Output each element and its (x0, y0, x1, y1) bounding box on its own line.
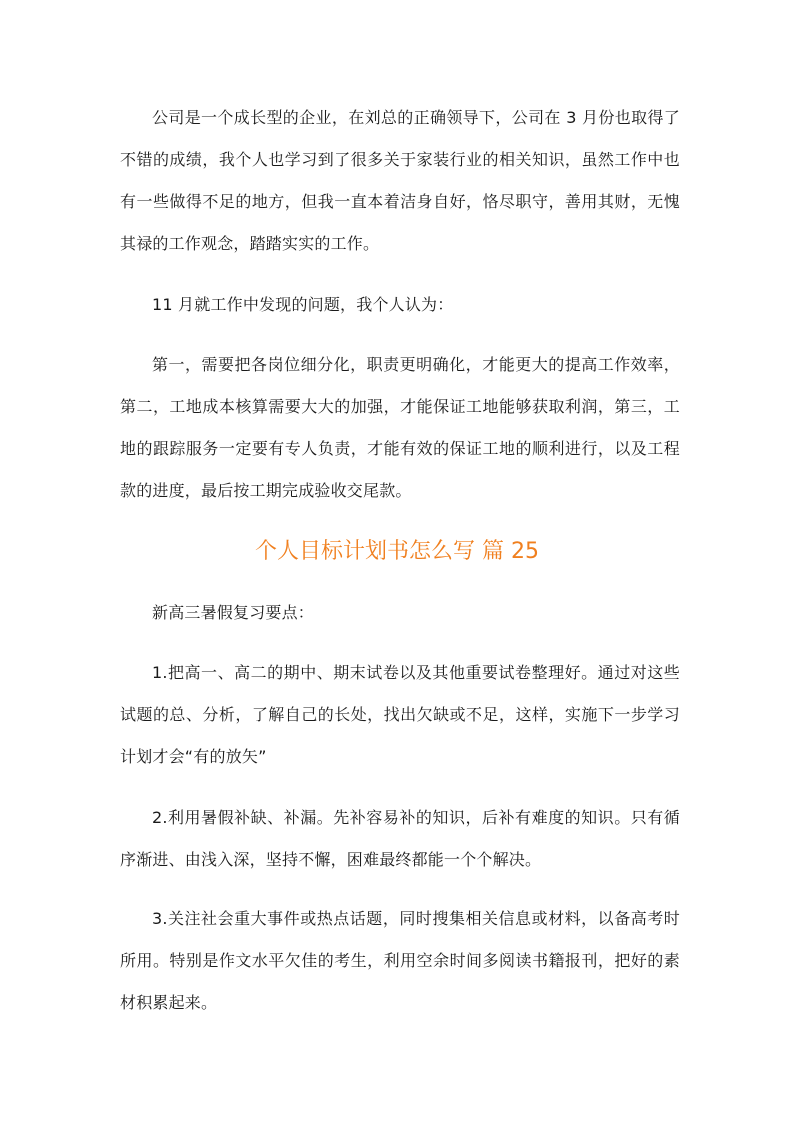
section-heading: 个人目标计划书怎么写 篇 25 (255, 539, 539, 564)
paragraph-review-intro: 新高三暑假复习要点： (152, 603, 315, 622)
paragraph-company-growth: 公司是一个成长型的企业，在刘总的正确领导下，公司在 3 月份也取得了不错的成绩，我个人也学习到了很多关于家装行业的相关知识，虽然工作中也有一些做得不足的地方，但我一直本着洁身自好，恪尽职守，善用其财，无愧其禄的工作观念，踏踏实实的工作。 (120, 108, 680, 253)
paragraph-problems-intro: 11 月就工作中发现的问题，我个人认为： (152, 295, 454, 314)
paragraph-problem-list: 第一，需要把各岗位细分化，职责更明确化，才能更大的提高工作效率，第二，工地成本核算需要大大的加强，才能保证工地能够获取利润，第三，工地的跟踪服务一定要有专人负责，才能有效的保证工地的顺利进行，以及工程款的进度，最后按工期完成验收交尾款。 (120, 355, 680, 500)
paragraph-point-2: 2.利用暑假补缺、补漏。先补容易补的知识，后补有难度的知识。只有循序渐进、由浅入深，坚持不懈，困难最终都能一个个解决。 (120, 808, 680, 869)
paragraph-point-1: 1.把高一、高二的期中、期末试卷以及其他重要试卷整理好。通过对这些试题的总、分析，了解自己的长处，找出欠缺或不足，这样，实施下一步学习计划才会“有的放矢” (120, 663, 680, 766)
paragraph-point-3: 3.关注社会重大事件或热点话题，同时搜集相关信息或材料，以备高考时所用。特别是作文水平欠佳的考生，利用空余时间多阅读书籍报刊，把好的素材积累起来。 (120, 909, 680, 1012)
